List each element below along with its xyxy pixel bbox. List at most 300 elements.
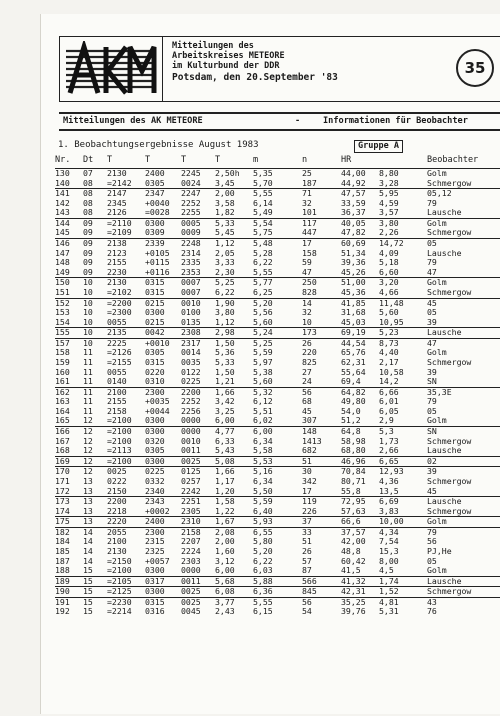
table-cell: 26: [302, 337, 312, 348]
table-cell: 825: [302, 356, 317, 367]
table-cell: 10: [83, 337, 93, 348]
table-cell: 15: [83, 586, 93, 597]
table-cell: =2109: [107, 227, 132, 238]
table-cell: 0300: [145, 217, 165, 228]
table-cell: 56: [302, 386, 312, 397]
table-cell: 3,80: [215, 307, 235, 318]
table-cell: 6,22: [253, 555, 273, 566]
col-header-n: n: [302, 155, 308, 165]
table-cell: 47: [427, 266, 437, 277]
table-cell: 2400: [145, 516, 165, 527]
table-cell: 3,83: [379, 505, 399, 516]
table-cell: 08: [83, 177, 93, 188]
table-cell: 2335: [181, 257, 201, 268]
table-cell: 4,34: [379, 526, 399, 537]
header-line-2: Arbeitskreises METEORE: [172, 51, 285, 61]
table-cell: 41,32: [341, 575, 366, 586]
table-cell: 51: [302, 455, 312, 466]
table-cell: 0140: [107, 376, 127, 387]
table-cell: 33,59: [341, 197, 366, 208]
banner-left: Mitteilungen des AK METEORE: [63, 116, 203, 126]
table-cell: 12: [83, 455, 93, 466]
table-cell: 130: [55, 168, 70, 178]
table-cell: 2252: [181, 197, 201, 208]
table-cell: 5,75: [253, 227, 273, 238]
table-cell: 68: [302, 396, 312, 407]
section-title: 1. Beobachtungsergebnisse August 1983: [58, 140, 259, 150]
table-cell: =2100: [107, 565, 132, 576]
table-cell: 0315: [145, 286, 165, 297]
title-banner: [59, 112, 500, 131]
table-cell: 5,23: [379, 327, 399, 338]
table-cell: 3,12: [215, 555, 235, 566]
table-cell: 5,31: [379, 606, 399, 617]
table-cell: 0300: [145, 565, 165, 576]
table-cell: 2248: [181, 238, 201, 249]
table-cell: 1,66: [215, 386, 235, 397]
table-cell: 5,54: [253, 217, 273, 228]
table-cell: 47: [427, 337, 437, 348]
table-cell: 151: [55, 286, 70, 297]
table-cell: 2150: [107, 485, 127, 496]
table-cell: 6,12: [253, 396, 273, 407]
table-cell: 2255: [181, 207, 201, 218]
table-cell: 0025: [181, 586, 201, 597]
observation-table: [55, 154, 500, 617]
table-cell: 5,50: [253, 485, 273, 496]
table-cell: 17: [302, 238, 312, 249]
table-cell: 08: [83, 188, 93, 199]
table-cell: 8,73: [379, 337, 399, 348]
table-cell: 1413: [302, 435, 322, 446]
table-cell: 14: [302, 297, 312, 308]
table-cell: 3,58: [215, 197, 235, 208]
table-cell: 6,02: [253, 415, 273, 426]
table-cell: 15,3: [379, 545, 399, 556]
table-cell: 48,8: [341, 545, 361, 556]
table-cell: 2256: [181, 405, 201, 416]
table-cell: 148: [302, 426, 317, 437]
table-cell: 0305: [145, 445, 165, 456]
table-cell: 187: [55, 555, 70, 566]
table-cell: 5,55: [253, 266, 273, 277]
table-cell: 2200: [181, 386, 201, 397]
table-cell: 56: [427, 536, 437, 547]
table-cell: 6,60: [379, 266, 399, 277]
banner-dash: -: [295, 116, 301, 126]
table-cell: 828: [302, 286, 317, 297]
table-cell: 44,54: [341, 337, 366, 348]
table-cell: 14: [83, 536, 93, 547]
table-cell: 4,09: [379, 247, 399, 258]
table-cell: +0035: [145, 396, 170, 407]
table-cell: 09: [83, 227, 93, 238]
header-line-3: im Kulturbund der DDR: [172, 61, 280, 71]
table-cell: 54,0: [341, 405, 361, 416]
table-cell: 05,12: [427, 188, 452, 199]
table-cell: 185: [55, 545, 70, 556]
table-cell: 3,77: [215, 596, 235, 607]
table-cell: 6,22: [253, 257, 273, 268]
table-cell: 10,95: [379, 316, 404, 327]
table-cell: 2347: [145, 188, 165, 199]
table-cell: 2225: [107, 337, 127, 348]
table-cell: 6,00: [215, 565, 235, 576]
table-cell: 69,19: [341, 327, 366, 338]
table-cell: 2155: [107, 257, 127, 268]
table-row: [55, 607, 500, 617]
table-cell: 10: [83, 316, 93, 327]
table-cell: 2,66: [379, 445, 399, 456]
table-cell: 71: [302, 188, 312, 199]
table-cell: +0002: [145, 505, 170, 516]
table-cell: 14,2: [379, 376, 399, 387]
table-cell: Lausche: [427, 247, 462, 258]
table-cell: 175: [55, 516, 70, 527]
table-cell: 05: [427, 238, 437, 249]
table-cell: 2,50h: [215, 168, 240, 178]
col-header-hr: HR: [341, 155, 352, 165]
col-header-nr: Nr.: [55, 155, 71, 165]
table-cell: 09: [83, 266, 93, 277]
table-cell: 845: [302, 586, 317, 597]
table-cell: Golm: [427, 565, 447, 576]
table-cell: 5,60: [253, 316, 273, 327]
table-cell: 146: [55, 238, 70, 249]
table-cell: 0135: [181, 316, 201, 327]
table-cell: 5,88: [253, 575, 273, 586]
table-cell: 161: [55, 376, 70, 387]
table-cell: +0105: [145, 247, 170, 258]
table-cell: 307: [302, 415, 317, 426]
table-cell: 153: [55, 307, 70, 318]
table-cell: 09: [83, 217, 93, 228]
table-cell: =2150: [107, 555, 132, 566]
table-cell: 37,57: [341, 526, 366, 537]
table-cell: 1,12: [215, 316, 235, 327]
table-cell: 5,60: [253, 376, 273, 387]
table-cell: 07: [83, 168, 93, 178]
table-cell: 79: [427, 396, 437, 407]
table-cell: 0042: [145, 327, 165, 338]
table-cell: 144: [55, 217, 70, 228]
table-cell: 0014: [181, 347, 201, 358]
table-cell: 44,92: [341, 177, 366, 188]
table-cell: 149: [55, 266, 70, 277]
table-cell: 1,58: [215, 496, 235, 507]
header-block: [59, 36, 500, 102]
table-cell: 13: [83, 475, 93, 486]
table-cell: 2158: [181, 526, 201, 537]
table-cell: Schmergow: [427, 475, 472, 486]
table-cell: 566: [302, 575, 317, 586]
table-cell: 1,60: [215, 545, 235, 556]
table-cell: 1,67: [215, 516, 235, 527]
table-cell: 1,66: [215, 466, 235, 477]
table-cell: 39,76: [341, 606, 366, 617]
table-cell: 172: [55, 485, 70, 496]
table-cell: 66,6: [341, 516, 361, 527]
table-cell: 184: [55, 536, 70, 547]
table-cell: 8,80: [379, 168, 399, 178]
table-cell: 173: [55, 496, 70, 507]
table-cell: 51: [302, 536, 312, 547]
table-cell: 170: [55, 466, 70, 477]
table-cell: =2214: [107, 606, 132, 617]
table-cell: 6,36: [253, 586, 273, 597]
table-cell: 35,25: [341, 596, 366, 607]
table-cell: 2,30: [215, 266, 235, 277]
table-cell: 5,43: [215, 445, 235, 456]
table-cell: 13: [83, 485, 93, 496]
header-line-1: Mitteilungen des: [172, 41, 254, 51]
table-cell: Schmergow: [427, 586, 472, 597]
table-cell: 39: [427, 316, 437, 327]
table-cell: 5,97: [253, 356, 273, 367]
table-cell: 167: [55, 435, 70, 446]
table-cell: 2325: [145, 545, 165, 556]
table-cell: 2252: [181, 396, 201, 407]
table-cell: 1,21: [215, 376, 235, 387]
table-cell: Lausche: [427, 327, 462, 338]
table-cell: 5,59: [253, 347, 273, 358]
table-cell: 0009: [181, 227, 201, 238]
table-cell: 3,25: [215, 405, 235, 416]
table-cell: 40,05: [341, 217, 366, 228]
table-cell: 0315: [145, 596, 165, 607]
table-cell: Schmergow: [427, 356, 472, 367]
table-cell: 220: [302, 347, 317, 358]
table-cell: 15: [83, 575, 93, 586]
table-cell: 08: [83, 197, 93, 208]
table-cell: 117: [302, 217, 317, 228]
table-cell: 2303: [181, 555, 201, 566]
table-cell: +0044: [145, 405, 170, 416]
table-cell: 2314: [181, 247, 201, 258]
table-cell: 5,20: [253, 297, 273, 308]
table-cell: 10: [83, 307, 93, 318]
table-cell: SN: [427, 376, 437, 387]
table-cell: 173: [302, 327, 317, 338]
table-cell: 0000: [181, 565, 201, 576]
header-date: Potsdam, den 20.September '83: [172, 72, 338, 83]
table-cell: 05: [427, 405, 437, 416]
table-cell: 14: [83, 526, 93, 537]
document-page: [40, 14, 500, 714]
table-cell: 147: [55, 247, 70, 258]
table-cell: 10: [302, 316, 312, 327]
table-cell: 45: [427, 485, 437, 496]
table-cell: 05: [427, 555, 437, 566]
table-cell: 6,14: [253, 197, 273, 208]
table-cell: 0305: [145, 177, 165, 188]
table-cell: 0300: [145, 415, 165, 426]
table-cell: 32: [302, 307, 312, 318]
table-cell: 158: [302, 247, 317, 258]
table-cell: +0057: [145, 555, 170, 566]
table-cell: 2245: [181, 168, 201, 178]
table-cell: 4,5: [379, 565, 394, 576]
table-cell: 57: [302, 555, 312, 566]
table-cell: 2,00: [215, 188, 235, 199]
table-cell: 6,25: [253, 286, 273, 297]
table-cell: 2100: [107, 536, 127, 547]
table-cell: 2,17: [379, 356, 399, 367]
table-cell: 39,36: [341, 257, 366, 268]
issue-number-stamp: 35: [456, 49, 494, 87]
table-cell: 2400: [145, 168, 165, 178]
table-cell: 5,45: [215, 227, 235, 238]
table-cell: 447: [302, 227, 317, 238]
table-cell: 5,55: [253, 188, 273, 199]
table-cell: 2230: [107, 266, 127, 277]
table-cell: 36,37: [341, 207, 366, 218]
table-cell: 2200: [107, 496, 127, 507]
table-cell: 15: [83, 606, 93, 617]
table-cell: 160: [55, 366, 70, 377]
table-cell: 2158: [107, 405, 127, 416]
table-cell: 12,93: [379, 466, 404, 477]
table-cell: 6,05: [379, 405, 399, 416]
table-cell: 169: [55, 455, 70, 466]
table-cell: 35,3E: [427, 386, 452, 397]
table-cell: 80,71: [341, 475, 366, 486]
table-cell: 2353: [181, 266, 201, 277]
table-cell: 11: [83, 347, 93, 358]
table-cell: 0011: [181, 575, 201, 586]
table-cell: 0300: [145, 307, 165, 318]
table-cell: 59: [302, 257, 312, 268]
table-cell: 2251: [181, 496, 201, 507]
table-cell: 158: [55, 347, 70, 358]
table-cell: 49,80: [341, 396, 366, 407]
table-cell: 159: [55, 356, 70, 367]
table-cell: 2218: [107, 505, 127, 516]
table-cell: 0010: [181, 435, 201, 446]
table-cell: 3,20: [379, 277, 399, 288]
table-cell: 6,00: [253, 426, 273, 437]
table-cell: 2147: [107, 188, 127, 199]
table-cell: 5,48: [253, 238, 273, 249]
table-cell: 5,80: [253, 536, 273, 547]
table-cell: 10,58: [379, 366, 404, 377]
table-cell: 11: [83, 356, 93, 367]
table-cell: =2105: [107, 575, 132, 586]
table-cell: 47: [302, 266, 312, 277]
akm-logo: [60, 37, 163, 101]
table-cell: 3,33: [215, 257, 235, 268]
col-header-t-eff: T: [215, 155, 221, 165]
table-cell: 166: [55, 426, 70, 437]
table-cell: 0122: [181, 366, 201, 377]
table-cell: PJ,He: [427, 545, 452, 556]
table-cell: 1,22: [215, 505, 235, 516]
table-cell: 39: [427, 466, 437, 477]
table-cell: 6,34: [253, 475, 273, 486]
table-cell: 5,08: [215, 455, 235, 466]
table-cell: 157: [55, 337, 70, 348]
table-cell: 41,5: [341, 565, 361, 576]
table-cell: 6,55: [253, 526, 273, 537]
table-cell: 2,98: [215, 327, 235, 338]
table-cell: 6,03: [253, 565, 273, 576]
table-cell: 2,05: [215, 247, 235, 258]
table-cell: 2300: [145, 386, 165, 397]
table-cell: 162: [55, 386, 70, 397]
col-header-dt: Dt: [83, 155, 94, 165]
table-cell: +0115: [145, 257, 170, 268]
table-cell: 141: [55, 188, 70, 199]
table-cell: 12: [83, 466, 93, 477]
table-cell: 2100: [107, 386, 127, 397]
table-cell: 5,25: [253, 337, 273, 348]
table-cell: SN: [427, 426, 437, 437]
table-cell: 342: [302, 475, 317, 486]
table-cell: 44,00: [341, 168, 366, 178]
table-cell: 0007: [181, 277, 201, 288]
table-cell: =2102: [107, 286, 132, 297]
banner-right: Informationen für Beobachter: [323, 116, 468, 126]
table-cell: 188: [55, 565, 70, 576]
table-cell: 1,50: [215, 366, 235, 377]
table-cell: 76: [427, 606, 437, 617]
table-cell: 226: [302, 505, 317, 516]
table-cell: 2310: [181, 516, 201, 527]
table-cell: =2100: [107, 455, 132, 466]
table-cell: Lausche: [427, 445, 462, 456]
table-header: [55, 154, 500, 169]
table-cell: 79: [427, 257, 437, 268]
table-cell: 14: [83, 555, 93, 566]
table-cell: 10: [83, 286, 93, 297]
table-cell: 45,36: [341, 286, 366, 297]
table-cell: 87: [302, 565, 312, 576]
table-cell: 6,33: [215, 435, 235, 446]
table-cell: 5,95: [379, 188, 399, 199]
table-cell: 12: [83, 435, 93, 446]
table-cell: 145: [55, 227, 70, 238]
table-cell: 6,65: [379, 455, 399, 466]
table-cell: =2100: [107, 415, 132, 426]
table-cell: 0315: [145, 356, 165, 367]
table-cell: 6,00: [215, 415, 235, 426]
table-cell: Golm: [427, 168, 447, 178]
table-cell: 14,72: [379, 238, 404, 249]
table-cell: 51,34: [341, 247, 366, 258]
table-cell: 3,80: [379, 217, 399, 228]
table-cell: 70,84: [341, 466, 366, 477]
table-cell: 2130: [107, 545, 127, 556]
table-cell: 5,58: [253, 445, 273, 456]
table-cell: 2155: [107, 396, 127, 407]
table-cell: 09: [83, 238, 93, 249]
table-cell: 13: [83, 505, 93, 516]
table-cell: 1,17: [215, 475, 235, 486]
table-cell: 5,36: [215, 347, 235, 358]
table-cell: 62,31: [341, 356, 366, 367]
table-cell: =2300: [107, 307, 132, 318]
table-cell: Golm: [427, 277, 447, 288]
table-cell: 0305: [145, 347, 165, 358]
table-cell: 5,56: [253, 307, 273, 318]
table-cell: 6,40: [253, 505, 273, 516]
table-cell: 165: [55, 415, 70, 426]
table-cell: 10: [83, 327, 93, 338]
col-header-t-end: T: [145, 155, 151, 165]
table-cell: 250: [302, 277, 317, 288]
table-cell: 171: [55, 475, 70, 486]
table-cell: 101: [302, 207, 317, 218]
